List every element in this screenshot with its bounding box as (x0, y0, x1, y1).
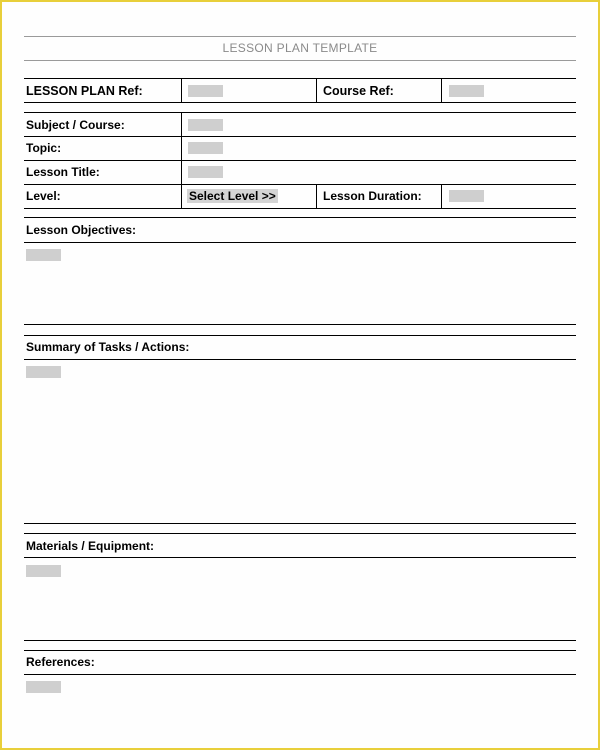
materials-header-rule (24, 557, 576, 558)
references-header-rule (24, 674, 576, 675)
references-top-rule (24, 650, 576, 651)
page-title: LESSON PLAN TEMPLATE (222, 41, 378, 55)
details-rule-2 (24, 160, 576, 161)
materials-equipment-label: Materials / Equipment: (26, 539, 155, 553)
summary-bottom-rule (24, 523, 576, 524)
title-bottom-rule (24, 60, 576, 61)
summary-of-tasks-label: Summary of Tasks / Actions: (26, 340, 190, 354)
ref-row-bottom-rule (24, 102, 576, 103)
level-select[interactable]: Select Level >> (189, 189, 276, 203)
subject-course-field[interactable] (188, 119, 223, 131)
ref-row-divider-3 (441, 78, 442, 102)
materials-bottom-rule (24, 640, 576, 641)
topic-field[interactable] (188, 142, 223, 154)
subject-course-label: Subject / Course: (26, 118, 125, 132)
details-divider (181, 112, 182, 208)
objectives-bottom-rule (24, 324, 576, 325)
lesson-plan-ref-field[interactable] (188, 85, 223, 97)
materials-top-rule (24, 533, 576, 534)
details-rule-1 (24, 136, 576, 137)
lesson-plan-ref-label: LESSON PLAN Ref: (26, 84, 143, 98)
lesson-duration-field[interactable] (449, 190, 484, 202)
details-bottom-rule (24, 208, 576, 209)
summary-header-rule (24, 359, 576, 360)
course-ref-label: Course Ref: (323, 84, 394, 98)
summary-top-rule (24, 335, 576, 336)
level-label: Level: (26, 189, 61, 203)
course-ref-field[interactable] (449, 85, 484, 97)
lesson-title-field[interactable] (188, 166, 223, 178)
ref-row-top-rule (24, 78, 576, 79)
title-top-rule (24, 36, 576, 37)
lesson-objectives-label: Lesson Objectives: (26, 223, 137, 237)
ref-row-divider-2 (316, 78, 317, 102)
details-top-rule (24, 112, 576, 113)
level-row-divider-1 (316, 184, 317, 208)
lesson-title-label: Lesson Title: (26, 165, 100, 179)
references-field[interactable] (26, 681, 61, 693)
topic-label: Topic: (26, 141, 62, 155)
materials-equipment-field[interactable] (26, 565, 61, 577)
level-row-divider-2 (441, 184, 442, 208)
references-label: References: (26, 655, 95, 669)
lesson-objectives-field[interactable] (26, 249, 61, 261)
objectives-header-rule (24, 242, 576, 243)
objectives-top-rule (24, 217, 576, 218)
summary-of-tasks-field[interactable] (26, 366, 61, 378)
lesson-duration-label: Lesson Duration: (323, 189, 422, 203)
details-rule-3 (24, 184, 576, 185)
ref-row-divider-1 (181, 78, 182, 102)
